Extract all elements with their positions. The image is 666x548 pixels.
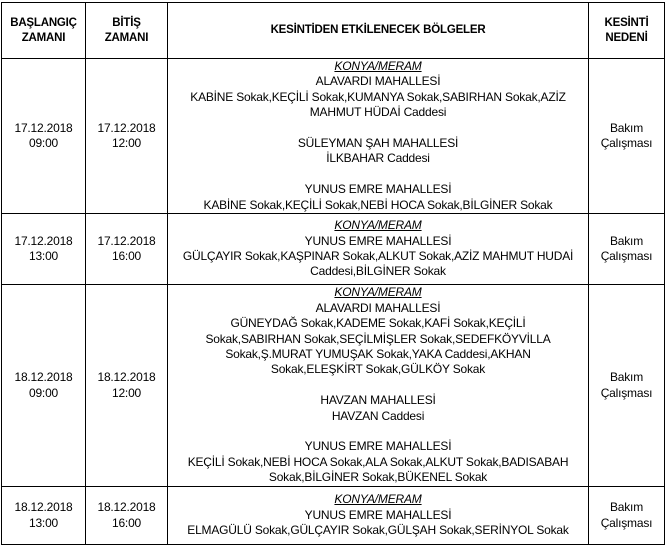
reason-cell: Bakım Çalışması (589, 487, 665, 545)
street-list: GÜLÇAYIR Sokak,KAŞPINAR Sokak,ALKUT Sokak,AZİZ MAHMUT HUDAİ (182, 249, 574, 264)
start-time-cell: 18.12.2018 09:00 (2, 285, 86, 487)
table-row (2, 487, 665, 545)
city-district: KONYA/MERAM (334, 59, 422, 73)
regions-cell (168, 214, 589, 285)
neighborhood-name: YUNUS EMRE MAHALLESİ (304, 182, 452, 197)
header-affected-regions: KESİNTİDEN ETKİLENECEK BÖLGELER (168, 3, 589, 59)
header-start-time: BAŞLANGIÇ ZAMANI (2, 3, 86, 59)
city-district: KONYA/MERAM (334, 285, 422, 300)
header-end-time: BİTİŞ ZAMANI (86, 3, 168, 59)
reason-cell: Bakım Çalışması (589, 285, 665, 487)
street-list: İLKBAHAR Caddesi (326, 151, 430, 166)
end-time-cell: 17.12.2018 12:00 (86, 59, 168, 214)
street-list: HAVZAN Caddesi (331, 408, 425, 423)
neighborhood-name: SÜLEYMAN ŞAH MAHALLESİ (297, 136, 459, 151)
table-row (2, 285, 665, 487)
street-list: Sokak,Ş.MURAT YUMUŞAK Sokak,YAKA Caddesi,AKHAN (225, 347, 531, 362)
street-list: GÜNEYDAĞ Sokak,KADEME Sokak,KAFİ Sokak,KEÇİLİ (230, 316, 526, 331)
spacer (172, 424, 584, 439)
reason-cell: Bakım Çalışması (589, 59, 665, 214)
outage-table (1, 2, 665, 545)
street-list: ELMAGÜLÜ Sokak,GÜLÇAYIR Sokak,GÜLŞAH Sokak,SERİNYOL Sokak (187, 523, 569, 538)
neighborhood-name: YUNUS EMRE MAHALLESİ (304, 233, 452, 248)
street-list: Sokak,SABIRHAN Sokak,SEÇİLMİŞLER Sokak,SEDEFKÖYVİLLA (205, 331, 551, 346)
end-time-cell: 18.12.2018 12:00 (86, 285, 168, 487)
street-list: KABİNE Sokak,KEÇİLİ Sokak,NEBİ HOCA Sokak,BİLGİNER Sokak (203, 197, 553, 212)
table-row (2, 214, 665, 285)
start-time-cell: 17.12.2018 09:00 (2, 59, 86, 214)
spacer (172, 167, 584, 182)
reason-cell: Bakım Çalışması (589, 214, 665, 285)
table-row (2, 59, 665, 214)
street-list: KABİNE Sokak,KEÇİLİ Sokak,KUMANYA Sokak,SABIRHAN Sokak,AZİZ (190, 89, 566, 104)
street-list: Sokak,ELEŞKİRT Sokak,GÜLKÖY Sokak (270, 362, 486, 377)
city-district: KONYA/MERAM (334, 218, 422, 233)
regions-cell (168, 285, 589, 487)
spacer (172, 378, 584, 393)
regions-cell (168, 487, 589, 545)
neighborhood-name: YUNUS EMRE MAHALLESİ (304, 507, 452, 522)
start-time-cell: 18.12.2018 13:00 (2, 487, 86, 545)
city-district: KONYA/MERAM (334, 492, 422, 507)
street-list: KEÇİLİ Sokak,NEBİ HOCA Sokak,ALA Sokak,ALKUT Sokak,BADISABAH (187, 454, 569, 469)
header-row (2, 3, 665, 59)
start-time-cell: 17.12.2018 13:00 (2, 214, 86, 285)
neighborhood-name: ALAVARDI MAHALLESİ (315, 300, 441, 315)
end-time-cell: 18.12.2018 16:00 (86, 487, 168, 545)
street-list: MAHMUT HÜDAİ Caddesi (309, 105, 447, 120)
regions-cell (168, 59, 589, 214)
street-list: Caddesi,BİLGİNER Sokak (310, 264, 446, 279)
spacer (172, 121, 584, 136)
end-time-cell: 17.12.2018 16:00 (86, 214, 168, 285)
neighborhood-name: YUNUS EMRE MAHALLESİ (304, 439, 452, 454)
neighborhood-name: HAVZAN MAHALLESİ (320, 393, 436, 408)
neighborhood-name: ALAVARDI MAHALLESİ (315, 74, 441, 89)
header-outage-reason: KESİNTİ NEDENİ (589, 3, 665, 59)
street-list: Sokak,BİLGİNER Sokak,BÜKENEL Sokak (268, 470, 488, 485)
